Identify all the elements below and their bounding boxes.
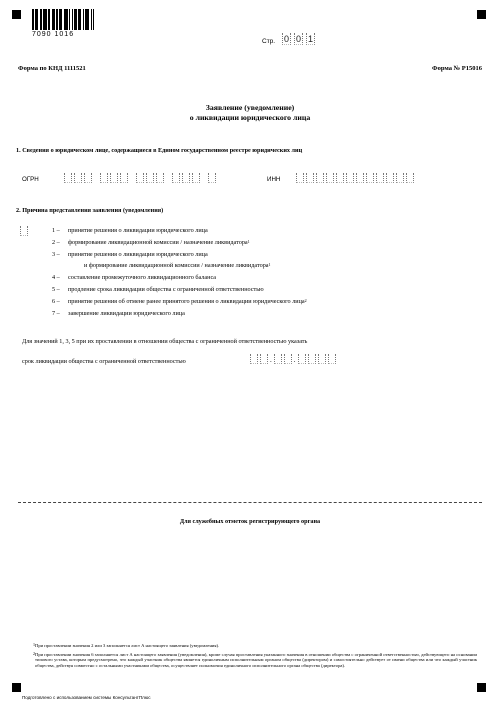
reason-item [52,310,185,317]
reason-footnote-ref: 1 [268,262,271,267]
inn-cell[interactable] [376,173,384,183]
ogrn-cell[interactable] [100,173,108,183]
ogrn-cell[interactable] [182,173,190,183]
footnote-text: При проставлении значения 2 или 3 заполняется лист А настоящего заявления (уведомления). [35,643,220,648]
service-divider [18,502,482,503]
term-separator-dot: . [293,356,296,364]
ogrn-field[interactable] [64,173,216,183]
form-knd-code: Форма по КНД 1111521 [18,65,86,72]
ogrn-cell[interactable] [110,173,118,183]
reason-code-field[interactable] [20,226,28,236]
footnote-number: 1 [33,642,35,647]
reason-text: формирование ликвидационной комиссии / назначение ликвидатора [68,239,248,246]
barcode [32,9,96,37]
reason-item [52,274,216,281]
reason-text: принятие решения о ликвидации юридического лица [68,251,208,258]
prepared-note: Подготовлено с использованием системы КонсультантПлюс [22,695,151,700]
reason-item [52,262,271,269]
reason-item [52,239,250,246]
ogrn-cell[interactable] [192,173,200,183]
ogrn-cell[interactable] [64,173,72,183]
ogrn-cell[interactable] [74,173,82,183]
inn-label: ИНН [267,176,281,183]
reason-number: 6 – [52,298,60,305]
inn-cell[interactable] [366,173,374,183]
inn-field[interactable] [296,173,414,183]
corner-marker-bottom-right [477,683,486,692]
page-digit-cell: 1 [307,34,313,44]
inn-cell[interactable] [296,173,304,183]
reason-text: принятие решения об отмене ранее принятого решения о ликвидации юридического лица [68,298,305,305]
reason-number: 5 – [52,286,60,293]
reason-number: 4 – [52,274,60,281]
page-digit-cell: 0 [295,34,301,44]
inn-cell[interactable] [306,173,314,183]
inn-cell[interactable] [356,173,364,183]
ogrn-label: ОГРН [22,176,39,183]
service-heading: Для служебных отметок регистрирующего органа [179,518,321,525]
reason-footnote-ref: 1 [247,239,250,244]
corner-marker-top-right [477,10,486,19]
term-separator-dot: . [270,356,272,364]
barcode-bars [32,9,96,30]
barcode-bar [93,9,94,30]
ogrn-cell[interactable] [120,173,128,183]
inn-cell[interactable] [386,173,394,183]
title-line-1: Заявление (уведомление) [205,103,295,112]
footnote-number: 2 [33,650,35,656]
inn-cell[interactable] [336,173,344,183]
corner-marker-top-left [12,10,21,19]
inn-cell[interactable] [346,173,354,183]
ogrn-cell[interactable] [136,173,144,183]
section1-heading: 1. Сведения о юридическом лице, содержащиеся в Едином государственном реестре юридических лиц [16,147,303,154]
liquidation-note-line1: Для значений 1, 3, 5 при их проставлении в отношении общества с ограниченной ответственностью указать [22,338,308,345]
reason-number: 7 – [52,310,60,317]
corner-marker-bottom-left [12,683,21,692]
ogrn-cell[interactable] [172,173,180,183]
reason-number: 3 – [52,251,60,258]
reason-item [52,251,208,258]
inn-cell[interactable] [326,173,334,183]
section2-heading: 2. Причина представления заявления (уведомления) [16,207,164,214]
reason-text: продление срока ликвидации общества с ограниченной ответственностью [68,286,264,293]
ogrn-cell[interactable] [84,173,92,183]
reason-text: составление промежуточного ликвидационного баланса [68,274,217,281]
form-number: Форма № Р15016 [432,65,482,72]
inn-cell[interactable] [396,173,404,183]
ogrn-cell[interactable] [146,173,154,183]
inn-cell[interactable] [316,173,324,183]
footnotes [33,643,477,668]
liquidation-term-field[interactable] [250,354,336,364]
title-line-2: о ликвидации юридического лица [189,113,311,122]
inn-cell[interactable] [406,173,414,183]
barcode-number: 7090 1016 [32,31,75,38]
footnote-2 [33,652,477,669]
page-label: Стр. [262,38,276,45]
ogrn-cell[interactable] [156,173,164,183]
term-months-cells[interactable] [274,354,292,364]
reason-number: 2 – [52,239,60,246]
reason-item [52,227,208,234]
term-years-cells[interactable] [250,354,268,364]
reason-text: завершение ликвидации юридического лица [68,310,185,317]
document-title [0,103,500,123]
ogrn-cell[interactable] [208,173,216,183]
reason-footnote-ref: 2 [304,298,307,303]
reason-item [52,286,264,293]
reason-text: и формирование ликвидационной комиссии / назначение ликвидатора [84,262,269,269]
page-number [282,33,315,45]
term-days-cells[interactable] [298,354,336,364]
footnote-text: При проставлении значения 6 заполняется лист А настоящего заявления (уведомления), кроме случая проставления указанного значения в отношении общества с ограниченной ответственностью, действующего на основании типового устава, которым предусмотрено, что каждый участник общества является единоличным исполнительным органом общества (директором) и самостоятельно действует от имени общества или что каждый участник общества, действуя совместно с остальными участниками общества, осуществляет полномочия единоличного исполнительного органа общества (директора). [35,651,477,668]
footnote-1 [33,643,477,649]
reason-code-cell[interactable] [20,226,28,236]
reason-item [52,298,307,305]
reason-number: 1 – [52,227,60,234]
liquidation-note-line2: срок ликвидации общества с ограниченной ответственностью [22,358,186,365]
page-digit-cell: 0 [283,34,289,44]
reason-text: принятие решения о ликвидации юридического лица [68,227,208,234]
